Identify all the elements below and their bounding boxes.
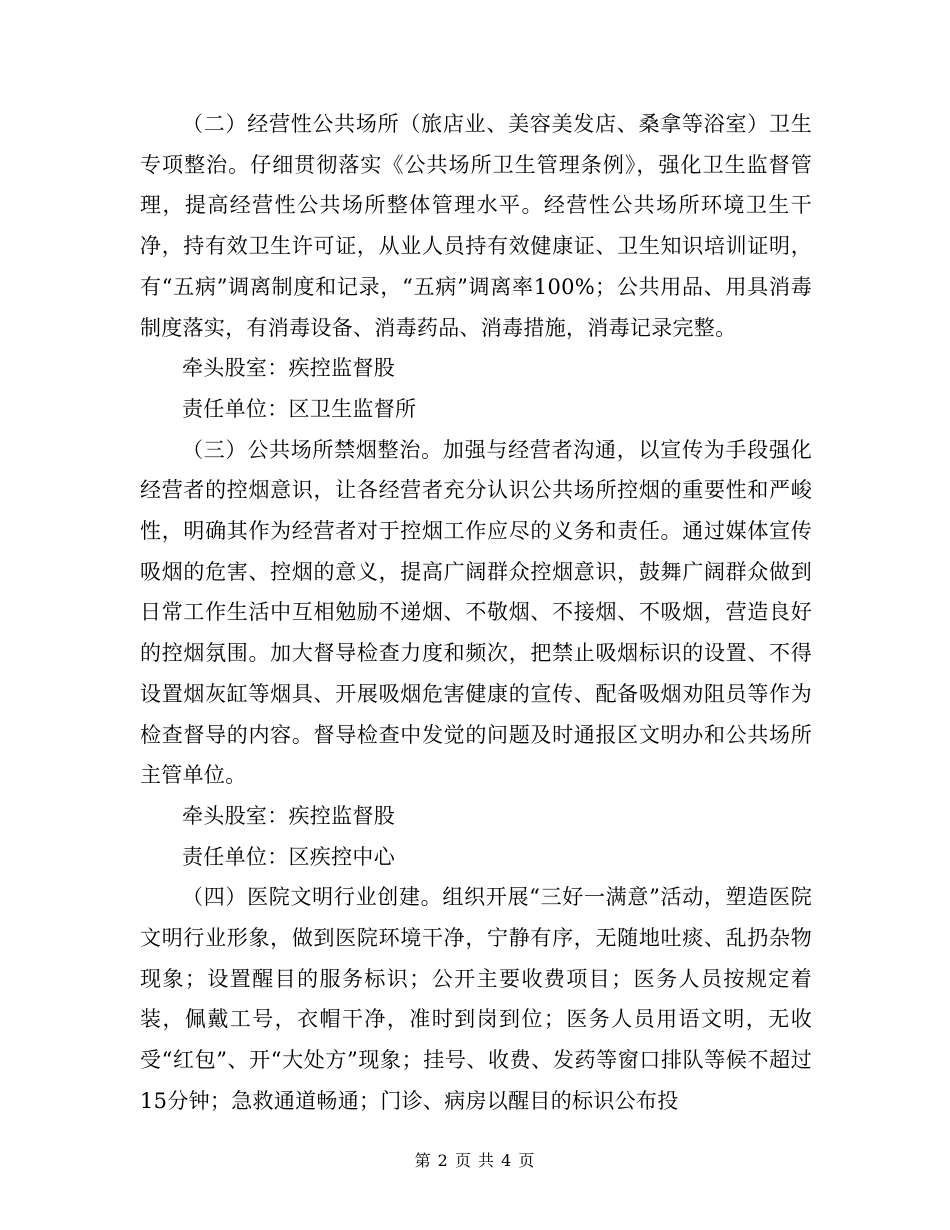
paragraph-section-three: （三）公共场所禁烟整治。加强与经营者沟通，以宣传为手段强化经营者的控烟意识，让各经营者充分认识公共场所控烟的重要性和严峻性，明确其作为经营者对于控烟工作应尽的义务和责任。通过媒体宣传吸烟的危害、控烟的意义，提高广阔群众控烟意识，鼓舞广阔群众做到日常工作生活中互相勉励不递烟、不敬烟、不接烟、不吸烟，营造良好的控烟氛围。加大督导检查力度和频次，把禁止吸烟标识的设置、不得设置烟灰缸等烟具、开展吸烟危害健康的宣传、配备吸烟劝阻员等作为检查督导的内容。督导检查中发觉的问题及时通报区文明办和公共场所主管单位。 bbox=[140, 437, 812, 788]
responsible-unit-line: 责任单位：区疾控中心 bbox=[182, 844, 395, 869]
lead-office-line: 牵头股室：疾控监督股 bbox=[182, 803, 395, 828]
paragraph-section-four: （四）医院文明行业创建。组织开展“三好一满意”活动，塑造医院文明行业形象，做到医院环境干净，宁静有序，无随地吐痰、乱扔杂物现象；设置醒目的服务标识；公开主要收费项目；医务人员按规定着装，佩戴工号，衣帽干净，准时到岗到位；医务人员用语文明，无收受“红包”、开“大处方”现象；挂号、收费、发药等窗口排队等候不超过15分钟；急救通道畅通；门诊、病房以醒目的标识公布投 bbox=[140, 885, 812, 1113]
responsible-unit-line: 责任单位：区卫生监督所 bbox=[182, 396, 417, 421]
document-body bbox=[140, 104, 812, 1122]
paragraph-section-two: （二）经营性公共场所（旅店业、美容美发店、桑拿等浴室）卫生专项整治。仔细贯彻落实《公共场所卫生管理条例》，强化卫生监督管理，提高经营性公共场所整体管理水平。经营性公共场所环境卫生干净，持有效卫生许可证，从业人员持有效健康证、卫生知识培训证明，有“五病”调离制度和记录，“五病”调离率100%；公共用品、用具消毒制度落实，有消毒设备、消毒药品、消毒措施，消毒记录完整。 bbox=[140, 112, 812, 340]
lead-office-line: 牵头股室：疾控监督股 bbox=[182, 356, 395, 381]
page-number-footer: 第 2 页 共 4 页 bbox=[414, 1151, 536, 1170]
